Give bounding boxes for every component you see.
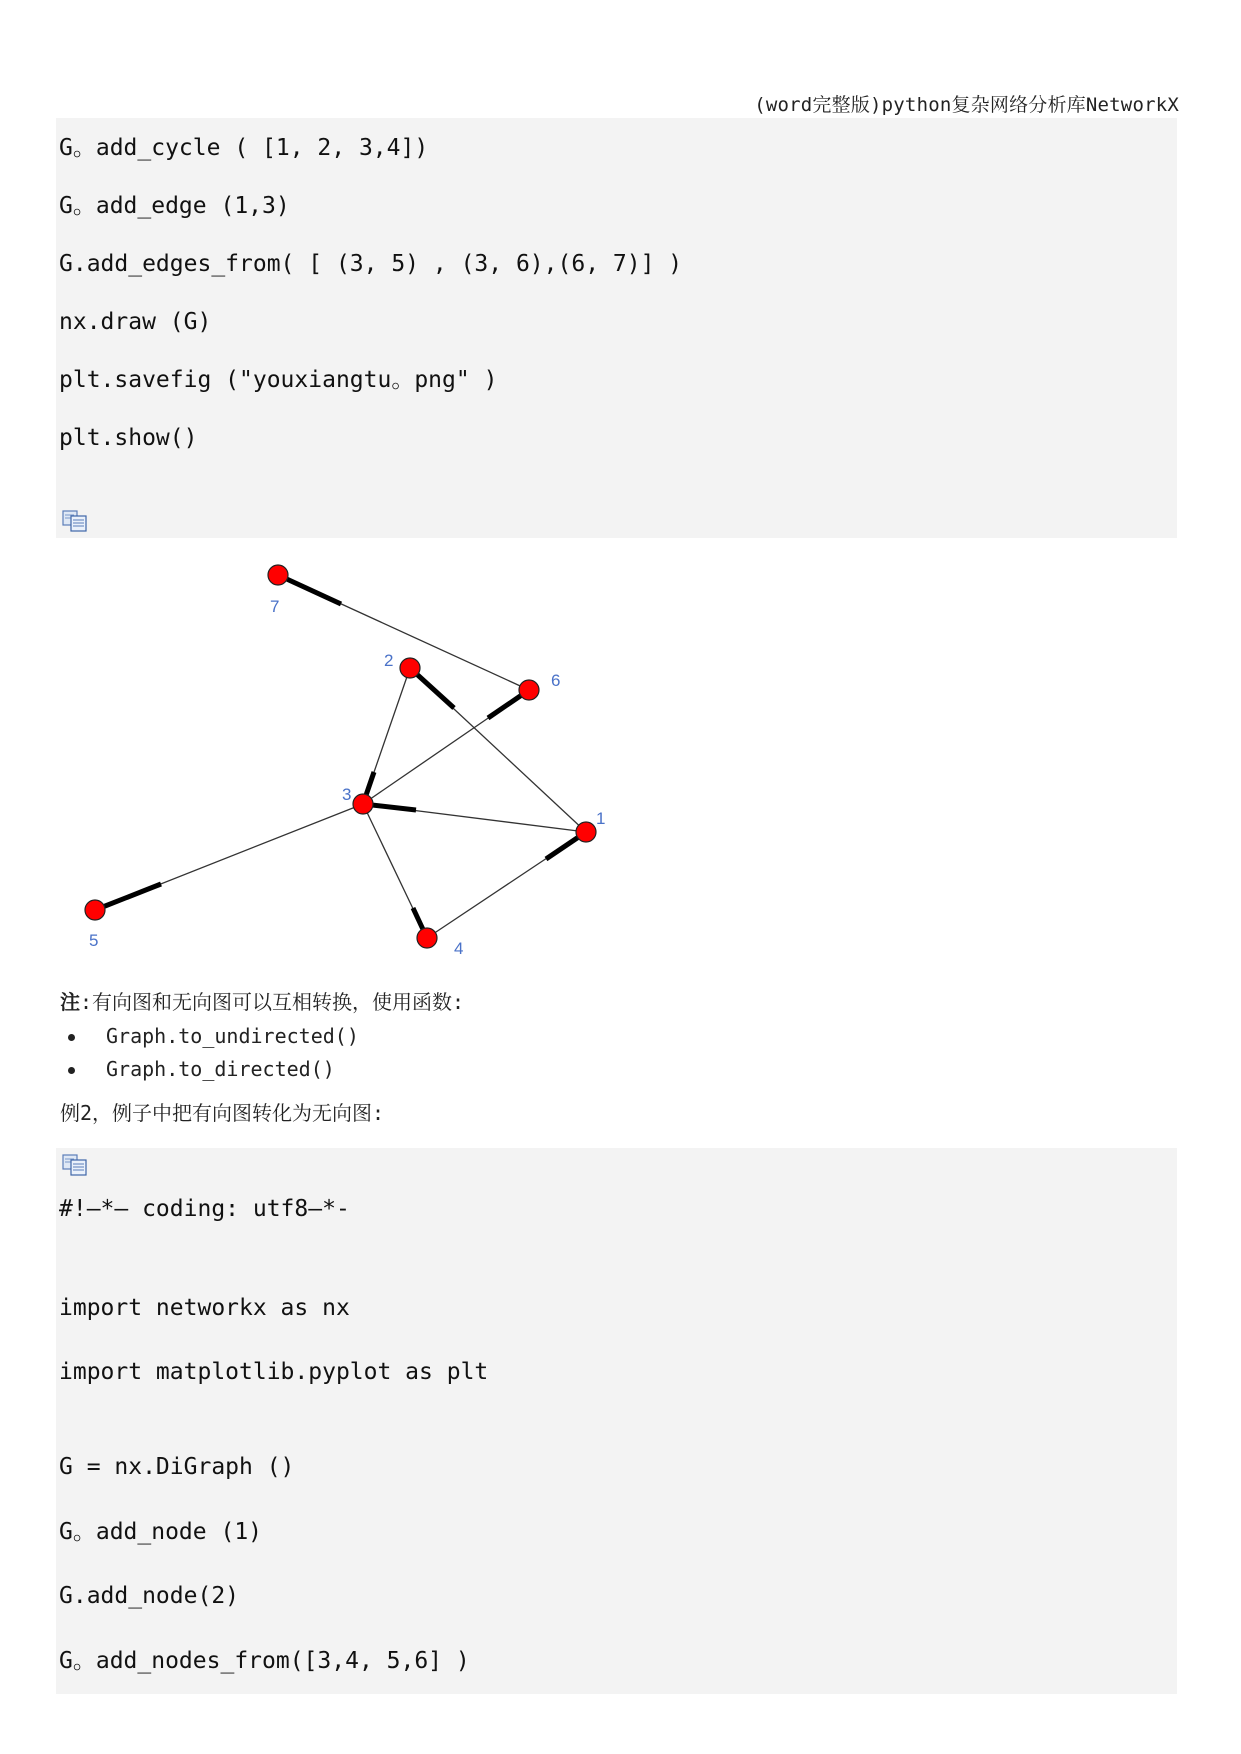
- network-graph: [56, 548, 656, 968]
- edge-3-5: [95, 804, 363, 910]
- code-line: G.add_node(2): [59, 1583, 240, 1609]
- node-label-6: 6: [551, 671, 561, 690]
- graph-node-7: [268, 565, 288, 585]
- note-text: :有向图和无向图可以互相转换，使用函数:: [80, 990, 465, 1014]
- node-label-1: 1: [596, 809, 606, 828]
- graph-node-1: [576, 822, 596, 842]
- code-block-2: [56, 1148, 1177, 1694]
- code-line: plt.show(): [59, 425, 198, 451]
- code-line: import matplotlib.pyplot as plt: [59, 1359, 489, 1385]
- graph-node-4: [417, 928, 437, 948]
- node-label-7: 7: [270, 597, 280, 616]
- list-item: [60, 1020, 359, 1053]
- edge-4-1: [427, 832, 586, 938]
- node-label-2: 2: [384, 651, 394, 670]
- graph-node-5: [85, 900, 105, 920]
- edge-3-6: [363, 690, 529, 804]
- code-line: import networkx as nx: [59, 1295, 350, 1321]
- edge-3-4: [363, 804, 427, 938]
- page-header: (word完整版)python复杂网络分析库NetworkX: [754, 94, 1179, 116]
- bullet-icon: [68, 1034, 75, 1041]
- graph-node-6: [519, 680, 539, 700]
- list-item-text: Graph.to_undirected(): [106, 1024, 359, 1048]
- copy-icon[interactable]: [62, 1154, 88, 1176]
- graph-svg: [56, 548, 656, 968]
- note-label: 注: [60, 990, 80, 1014]
- code-line: nx.draw (G): [59, 309, 212, 335]
- bullet-icon: [68, 1067, 75, 1074]
- code-line: G.add_edges_from( [ (3, 5) , (3, 6),(6, 7)] ): [59, 251, 683, 277]
- edge-1-2: [410, 668, 586, 832]
- code-line: G。add_node (1): [59, 1519, 263, 1545]
- code-line: G。add_cycle ( [1, 2, 3,4]): [59, 135, 429, 161]
- node-label-3: 3: [342, 785, 352, 804]
- edge-2-3: [363, 668, 410, 804]
- code-line: G = nx.DiGraph (): [59, 1454, 295, 1480]
- code-line: G。add_edge (1,3): [59, 193, 290, 219]
- edge-1-3: [363, 804, 586, 832]
- graph-node-3: [353, 794, 373, 814]
- list-item: [60, 1053, 359, 1086]
- note-paragraph: [60, 988, 464, 1016]
- node-label-4: 4: [454, 939, 464, 958]
- list-item-text: Graph.to_directed(): [106, 1057, 335, 1081]
- code-line: plt.savefig ("youxiangtu。png" ): [59, 367, 498, 393]
- function-list: [60, 1020, 359, 1086]
- graph-node-2: [400, 658, 420, 678]
- code-line: #!—*— coding: utf8—*-: [59, 1196, 350, 1222]
- copy-icon[interactable]: [62, 510, 88, 532]
- example-heading: 例2，例子中把有向图转化为无向图:: [60, 1101, 385, 1125]
- code-line: G。add_nodes_from([3,4, 5,6] ): [59, 1648, 470, 1674]
- code-block-1: [56, 118, 1177, 538]
- node-label-5: 5: [89, 931, 99, 950]
